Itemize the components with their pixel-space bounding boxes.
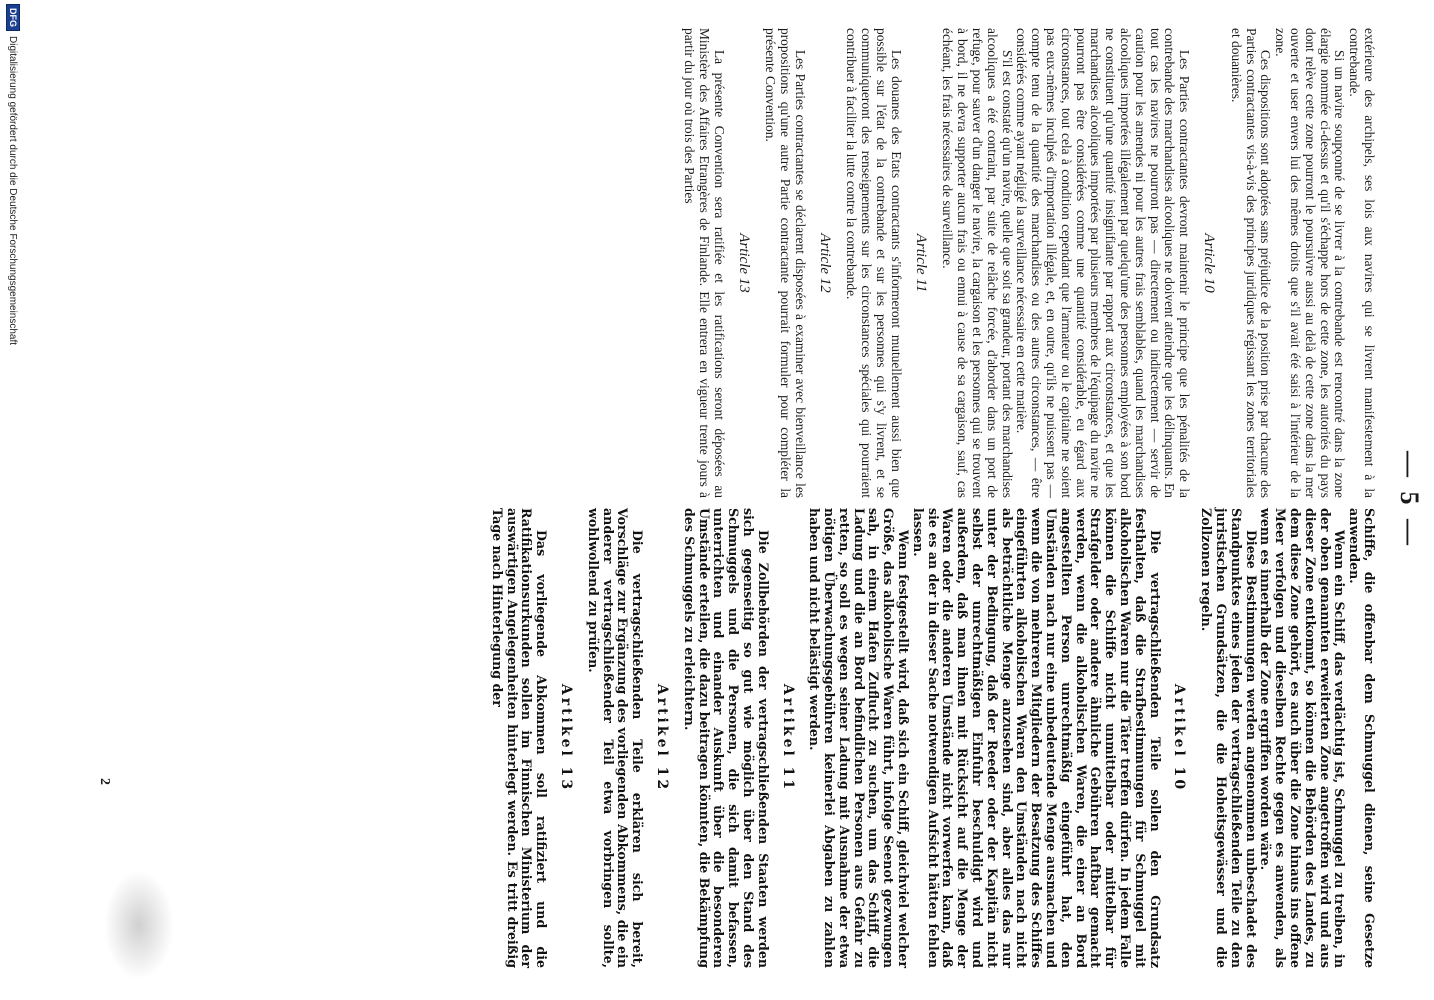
fr-pursuit-paragraph: Si un navire soupçonné de se livrer à la contrebande est rencontré dans la zone élargie nommée ci-dessus et qu'il s'échappe hors de cette zone, les autorités du pays dont relève cette zone pourront le poursuivre aussi au delà de cette zone dans la mer ouverte et user envers lui des mêmes droits que s'il avait été saisi à l'intérieur de la zone.	[1273, 28, 1348, 498]
digitization-credit	[2, 0, 24, 1000]
french-column	[681, 28, 1376, 498]
fr-article-10-paragraph-2: S'il est constaté qu'un navire, quelle que soit sa grandeur, portant des marchandises alcooliques a été contraint, par suite de relâche forcée, d'aborder dans un port de refuge, pour sauver d'un danger le navire, la cargaison et les personnes qui se trouvent à bord, il ne devra supporter aucun frais ou ennui à cause de sa cargaison, sauf, cas échéant, les frais nécessaires de surveillance.	[940, 28, 1015, 498]
fr-article-11-paragraph: Les douanes des Etats contractants s'informeront mutuellement aussi bien que possible sur l'état de la contrebande et sur les personnes qui s'y livrent, et se communiqueront des renseignements sur les circonstances spéciales qui pourraient contribuer à faciliter la lutte contre la contrebande.	[844, 28, 904, 498]
fr-article-12-title: Article 12	[816, 233, 833, 293]
de-article-11-paragraph: Die Zollbehörden der vertragschließenden Staaten werden sich gegenseitig so gut wie möglich über den Stand des Schmuggels und die Personen, die sich damit befassen, unterrichten und einander Auskunft über die besonderen Umstände erteilen, die dazu beitragen könnten, die Bekämpfung des Schmuggels zu erleichtern.	[681, 508, 771, 968]
de-article-11-title: Artikel 11	[779, 683, 796, 793]
de-provisions-paragraph: Diese Bestimmungen werden angenommen unbeschadet des Standpunktes eines jeden der vertragschließenden Teile zu den juristischen Grundsätzen, die die Hoheitsgewässer und die Zollzonen regeln.	[1199, 508, 1259, 968]
signature-mark: 2	[97, 778, 112, 785]
dfg-logo: DFG	[6, 4, 20, 31]
credit-text: Digitalisierung gefördert durch die Deutsche Forschungsgemeinschaft	[7, 36, 19, 346]
de-intro-paragraph: Schiffe, die offenbar dem Schmuggel dienen, seine Gesetze anwenden.	[1347, 508, 1377, 968]
fr-article-10-paragraph-1: Les Parties contractantes devront maintenir le principe que les pénalités de la contrebande des marchandises alcooliques ne doivent atteindre que les délinquants. En tout cas les navires ne pourront pas — directement ou indirectement — servir de caution pour les amendes ni pour les autres frais semblables, quand les marchandises alcooliques importées illégalement par quelqu'une des personnes employées à son bord ne constituent qu'une quantité insignifiante par rapport aux circonstances, et que les marchandises alcooliques importées par plusieurs membres de l'équipage du navire ne pourront pas être considérées comme une quantité considérable, eu égard aux circonstances, tout cela à condition cependant que l'armateur ou le capitaine ne soient pas eux-mêmes inculpés d'importation illégale, et, en outre, qu'ils ne puissent pas — compte tenu de la quantité des marchandises ou des autres circonstances, — être considérés comme ayant négligé la surveillance nécessaire en cette matière.	[1014, 28, 1193, 498]
scan-smudge	[104, 870, 174, 980]
de-article-12-title: Artikel 12	[653, 683, 670, 793]
de-article-10-title: Artikel 10	[1171, 683, 1188, 793]
fr-article-12-paragraph: Les Parties contractantes se déclarent disposées à examiner avec bienveillance les propositions qu'une autre Partie contractante pourrait formuler pour compléter la présente Convention.	[763, 28, 808, 498]
page-number-header: — 5 —	[1395, 451, 1424, 549]
de-article-10-paragraph-2: Wenn festgestellt wird, daß sich ein Schiff, gleichviel welcher Größe, das alkoholische Waren führt, infolge Seenot gezwungen sah, in einem Hafen Zuflucht zu suchen, um das Schiff, die Ladung und die an Bord befindlichen Personen aus Gefahr zu retten, so soll es wegen seiner Ladung mit Ausnahme der etwa nötigen Überwachungsgebühren keinerlei Abgaben zu zahlen haben und nicht belästigt werden.	[807, 508, 912, 968]
fr-intro-paragraph: extérieure des archipels, ses lois aux navires qui se livrent manifestement à la contrebande.	[1347, 28, 1377, 498]
fr-article-11-title: Article 11	[912, 233, 929, 293]
de-article-13-title: Artikel 13	[557, 683, 574, 793]
de-article-12-paragraph: Die vertragschließenden Teile erklären sich bereit, Vorschläge zur Ergänzung des vorliegenden Abkommens, die ein anderer vertragschließender Teil etwa vorbringen sollte, wohlwollend zu prüfen.	[585, 508, 646, 968]
de-article-13-paragraph: Das vorliegende Abkommen soll ratifiziert und die Ratifikationsurkunden sollen im Finnischen Ministerium der auswärtigen Angelegenheiten hinterlegt werden. Es tritt dreißig Tage nach Hinterlegung der	[489, 508, 550, 968]
de-pursuit-paragraph: Wenn ein Schiff, das verdächtig ist, Schmuggel zu treiben, in der oben genannten erweiterten Zone angetroffen wird und aus dieser Zone entkommt, so können die Behörden des Landes, zu dem diese Zone gehört, es auch über die Zone hinaus ins offene Meer verfolgen und dieselben Rechte gegen es anwenden, als wenn es innerhalb der Zone ergriffen worden wäre.	[1258, 508, 1348, 968]
fr-article-13-paragraph: La présente Convention sera ratifiée et les ratifications seront déposées au Ministère des Affaires Etrangères de Finlande. Elle entrera en vigueur trente jours à partir du jour où trois des Parties	[682, 28, 727, 498]
fr-article-10-title: Article 10	[1201, 233, 1218, 293]
german-column	[489, 508, 1376, 968]
fr-provisions-paragraph: Ces dispositions sont adoptées sans préjudice de la position prise par chacune des Parties contractantes vis-à-vis des principes juridiques régissant les zones territoriales et douanières.	[1228, 28, 1274, 498]
de-article-10-paragraph-1: Die vertragschließenden Teile sollen den Grundsatz festhalten, daß die Strafbestimmungen für Schmuggel mit alkoholischen Waren nur die Täter treffen dürfen. In jedem Falle können die Schiffe nicht unmittelbar oder mittelbar für Strafgelder oder andere ähnliche Gebühren haftbar gemacht werden, wenn die alkoholischen Waren, die einer an Bord angestellten Person unrechtmäßig eingeführt hat, den Umständen nach nur eine unbedeutende Menge ausmachen und wenn die von mehreren Mitgliedern der Besatzung des Schiffes eingeführten alkoholischen Waren den Umständen nach nicht als beträchtliche Menge anzusehen sind, aber alles das nur unter der Bedingung, daß der Reeder oder der Kapitän nicht selbst der unrechtmäßigen Einfuhr beschuldigt wird und außerdem, daß man ihnen mit Rücksicht auf die Menge der Waren oder die anderen Umstände nicht vorwerfen kann, daß sie es an der in dieser Sache notwendigen Aufsicht hätten fehlen lassen.	[910, 508, 1163, 968]
fr-article-13-title: Article 13	[735, 233, 752, 293]
